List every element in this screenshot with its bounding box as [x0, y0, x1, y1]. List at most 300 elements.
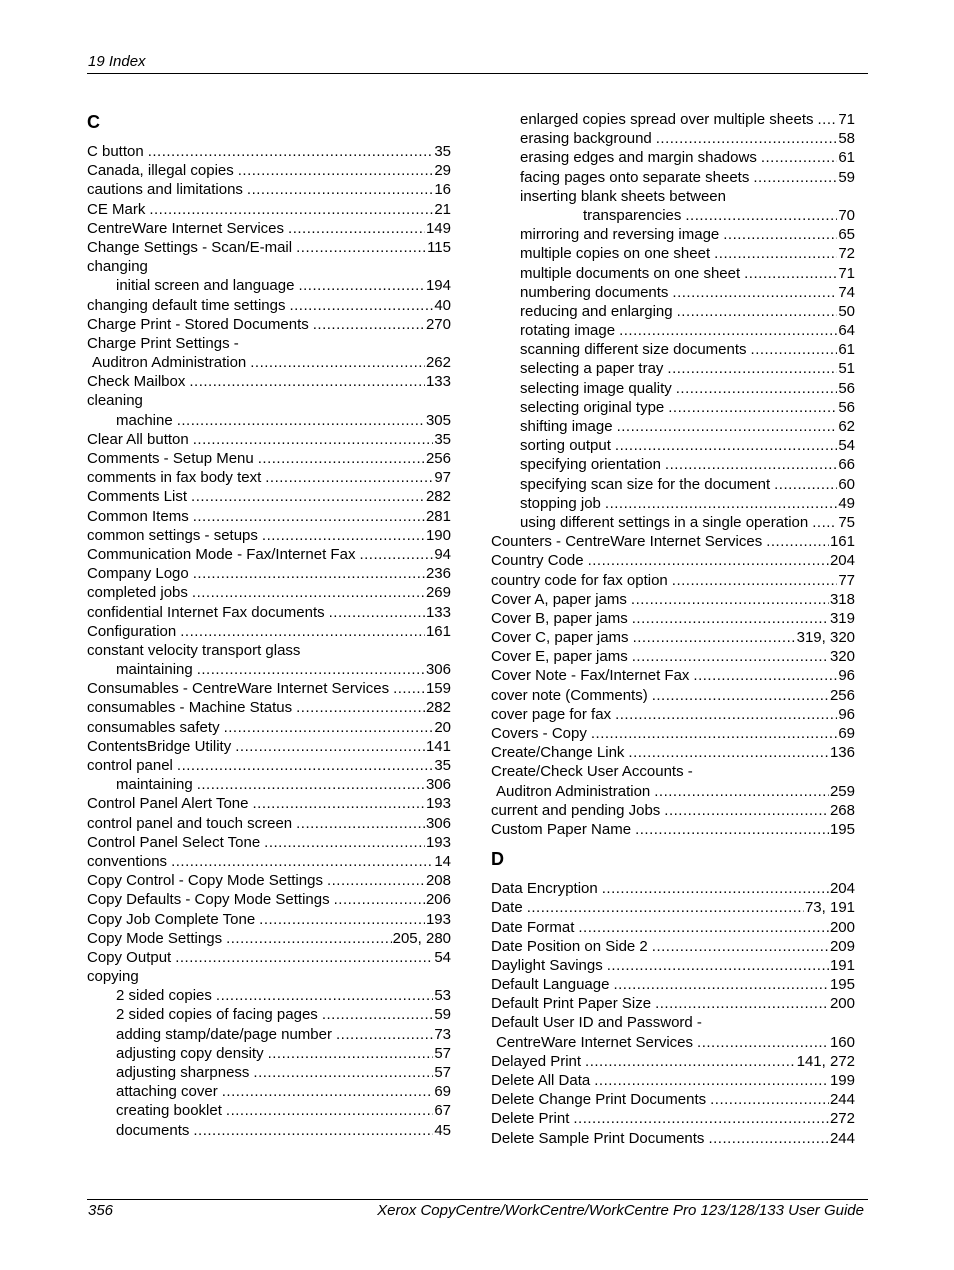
index-entry-label: Communication Mode - Fax/Internet Fax: [87, 545, 356, 563]
index-entry: [87, 871, 451, 890]
index-entry-page: 20: [434, 718, 451, 736]
index-entry: [87, 372, 451, 391]
index-entry-label: transparencies: [583, 206, 682, 224]
index-entry-page: 244: [829, 1129, 855, 1147]
index-entry-label: Control Panel Alert Tone: [87, 795, 249, 813]
index-entry-label: multiple documents on one sheet: [520, 264, 741, 282]
index-entry-label: Delete Sample Print Documents: [491, 1129, 705, 1147]
index-entry: [491, 206, 855, 225]
running-header: 19 Index: [88, 53, 146, 70]
index-entry-label: changing: [87, 258, 148, 276]
index-entry: [87, 890, 451, 909]
index-entry-label: specifying orientation: [520, 456, 661, 474]
index-entry-page: 54: [838, 437, 855, 455]
index-entry-page: 54: [434, 948, 451, 966]
index-entry: [87, 833, 451, 852]
index-entry-page: 195: [829, 976, 855, 994]
dot-leader: [238, 161, 434, 180]
index-entry-label: Company Logo: [87, 565, 189, 583]
index-entry-label: Custom Paper Name: [491, 820, 632, 838]
index-entry-label: Control Panel Select Tone: [87, 833, 261, 851]
index-entry-label: Copy Job Complete Tone: [87, 910, 256, 928]
dot-leader: [723, 225, 837, 244]
index-entry-page: 35: [434, 430, 451, 448]
dot-leader: [652, 937, 829, 956]
dot-leader: [668, 398, 837, 417]
index-entry-page: 306: [425, 661, 451, 679]
index-entry: [87, 526, 451, 545]
footer-rule: [87, 1199, 868, 1200]
index-entry-page: 60: [838, 475, 855, 493]
index-entry-label: Auditron Administration: [92, 354, 247, 372]
index-entry: [491, 705, 855, 724]
dot-leader: [605, 494, 837, 513]
dot-leader: [216, 986, 433, 1005]
dot-leader: [359, 545, 433, 564]
index-entry-page: 318: [829, 590, 855, 608]
index-entry: [491, 436, 855, 455]
index-entry-page: 58: [838, 130, 855, 148]
index-entry-page: 256: [829, 686, 855, 704]
index-entry-page: 59: [434, 1006, 451, 1024]
index-entry-page: 268: [829, 801, 855, 819]
index-entry: [87, 910, 451, 929]
index-entry-page: 75: [838, 513, 855, 531]
dot-leader: [615, 436, 837, 455]
index-entry-label: cover note (Comments): [491, 686, 648, 704]
dot-leader: [766, 532, 829, 551]
index-entry-page: 21: [434, 200, 451, 218]
header-rule: [87, 73, 868, 74]
index-entry-label: Cover Note - Fax/Internet Fax: [491, 667, 690, 685]
dot-leader: [751, 340, 838, 359]
index-entry: [491, 283, 855, 302]
dot-leader: [262, 526, 425, 545]
index-entry: [491, 359, 855, 378]
index-entry-label: adjusting copy density: [116, 1044, 264, 1062]
index-entry-page: 269: [425, 584, 451, 602]
dot-leader: [761, 148, 837, 167]
index-entry: [87, 353, 451, 372]
dot-leader: [591, 724, 837, 743]
index-entry-label: changing default time settings: [87, 296, 286, 314]
index-entry-label: common settings - setups: [87, 526, 258, 544]
index-entry-label: conventions: [87, 852, 168, 870]
dot-leader: [607, 956, 829, 975]
dot-leader: [288, 219, 425, 238]
section-letter-c: C: [87, 112, 100, 132]
dot-leader: [602, 879, 829, 898]
dot-leader: [226, 1101, 433, 1120]
index-entry-page: 206: [425, 891, 451, 909]
index-list-right-c: [491, 110, 855, 839]
index-entry-label: comments in fax body text: [87, 469, 262, 487]
index-entry-page: 200: [829, 918, 855, 936]
index-entry: [491, 1013, 855, 1032]
index-entry-label: erasing background: [520, 130, 652, 148]
index-entry-page: 69: [838, 725, 855, 742]
index-entry: [87, 660, 451, 679]
index-entry-label: 2 sided copies: [116, 987, 212, 1005]
index-entry: [491, 398, 855, 417]
index-entry-label: CentreWare Internet Services: [496, 1033, 694, 1051]
index-entry-page: 62: [838, 418, 855, 435]
index-entry: [87, 814, 451, 833]
index-entry-label: maintaining: [116, 776, 193, 794]
dot-leader: [177, 756, 433, 775]
index-entry: [491, 1033, 855, 1052]
index-column-right: [491, 110, 855, 1148]
index-entry-page: 72: [838, 245, 855, 263]
dot-leader: [613, 975, 829, 994]
index-entry-page: 244: [829, 1091, 855, 1109]
index-entry-page: 73, 191: [804, 899, 855, 917]
index-entry-label: completed jobs: [87, 584, 188, 602]
index-entry-label: C button: [87, 143, 144, 160]
dot-leader: [193, 564, 425, 583]
dot-leader: [329, 603, 425, 622]
dot-leader: [665, 455, 837, 474]
index-entry-label: 2 sided copies of facing pages: [116, 1006, 318, 1024]
index-entry-label: country code for fax option: [491, 571, 668, 589]
index-entry-label: Cover B, paper jams: [491, 609, 628, 627]
dot-leader: [193, 507, 425, 526]
index-entry: [87, 296, 451, 315]
index-entry-page: 71: [838, 264, 855, 282]
index-entry-label: adding stamp/date/page number: [116, 1025, 332, 1043]
dot-leader: [197, 775, 425, 794]
index-entry-label: consumables - Machine Status: [87, 699, 293, 717]
index-entry-page: 61: [838, 149, 855, 167]
index-entry: [491, 264, 855, 283]
index-entry-page: 97: [434, 469, 451, 487]
index-entry-page: 69: [434, 1083, 451, 1101]
index-entry: [87, 1044, 451, 1063]
index-entry-label: Comments - Setup Menu: [87, 450, 254, 467]
index-entry: [491, 975, 855, 994]
index-entry-page: 262: [425, 354, 451, 372]
dot-leader: [685, 206, 837, 225]
index-entry-page: 306: [425, 776, 451, 794]
dot-leader: [197, 660, 425, 679]
index-entry: [491, 302, 855, 321]
index-entry-label: selecting image quality: [520, 379, 672, 397]
index-entry-page: 96: [838, 667, 855, 685]
index-entry: [491, 918, 855, 937]
index-entry-label: selecting original type: [520, 398, 665, 416]
dot-leader: [632, 609, 829, 628]
index-entry: [87, 583, 451, 602]
index-entry: [87, 967, 451, 986]
dot-leader: [193, 430, 434, 449]
index-entry-label: control panel and touch screen: [87, 814, 293, 832]
index-entry: [87, 161, 451, 180]
index-entry-page: 282: [425, 699, 451, 717]
index-entry-label: multiple copies on one sheet: [520, 245, 711, 263]
index-entry: [491, 187, 855, 206]
dot-leader: [677, 302, 838, 321]
index-entry-page: 141, 272: [796, 1052, 855, 1070]
index-entry-label: sorting output: [520, 437, 611, 455]
index-entry-label: adjusting sharpness: [116, 1064, 250, 1081]
index-entry: [87, 1063, 451, 1082]
dot-leader: [631, 590, 829, 609]
index-entry: [491, 1071, 855, 1090]
dot-leader: [296, 238, 426, 257]
index-entry: [87, 1005, 451, 1024]
index-entry-label: cautions and limitations: [87, 181, 243, 199]
dot-leader: [664, 801, 829, 820]
index-entry-label: Covers - Copy: [491, 725, 587, 742]
index-entry: [491, 494, 855, 513]
dot-leader: [818, 110, 838, 129]
index-entry: [87, 545, 451, 564]
dot-leader: [191, 487, 425, 506]
index-entry: [491, 879, 855, 898]
index-entry: [491, 666, 855, 685]
dot-leader: [628, 743, 829, 762]
dot-leader: [259, 910, 425, 929]
index-entry-page: 40: [434, 296, 451, 314]
dot-leader: [192, 583, 425, 602]
dot-leader: [672, 571, 838, 590]
index-entry-page: 319: [829, 609, 855, 627]
index-entry-page: 96: [838, 705, 855, 723]
index-entry-page: 133: [425, 603, 451, 621]
dot-leader: [615, 705, 837, 724]
dot-leader: [710, 1090, 829, 1109]
index-entry-page: 115: [427, 238, 451, 256]
index-entry: [491, 820, 855, 839]
index-entry-label: stopping job: [520, 494, 601, 512]
dot-leader: [247, 180, 433, 199]
index-list-right-d: [491, 879, 855, 1148]
dot-leader: [635, 820, 829, 839]
index-entry: [87, 315, 451, 334]
index-entry-label: cover page for fax: [491, 705, 612, 723]
index-entry-label: scanning different size documents: [520, 341, 747, 359]
index-entry: [491, 244, 855, 263]
index-entry: [87, 1025, 451, 1044]
dot-leader: [588, 551, 829, 570]
index-entry: [491, 743, 855, 762]
index-entry: [491, 475, 855, 494]
index-entry-page: 57: [434, 1044, 451, 1062]
index-entry-label: numbering documents: [520, 283, 669, 301]
index-entry-page: 94: [434, 545, 451, 563]
index-entry-page: 159: [425, 680, 451, 698]
index-entry: [87, 430, 451, 449]
index-entry: [87, 564, 451, 583]
index-entry-page: 50: [838, 302, 855, 320]
dot-leader: [177, 411, 425, 430]
index-entry-page: 204: [829, 552, 855, 570]
index-entry: [491, 801, 855, 820]
dot-leader: [667, 359, 837, 378]
index-entry-label: Clear All button: [87, 430, 189, 448]
index-entry-label: using different settings in a single operation: [520, 513, 809, 531]
index-entry: [87, 276, 451, 295]
index-entry-label: cleaning: [87, 392, 143, 410]
index-entry: [491, 110, 855, 129]
index-entry: [87, 852, 451, 871]
index-entry: [87, 986, 451, 1005]
dot-leader: [676, 379, 838, 398]
index-entry: [87, 698, 451, 717]
index-entry-label: Check Mailbox: [87, 373, 186, 391]
index-entry-label: inserting blank sheets between: [520, 187, 726, 205]
dot-leader: [334, 890, 425, 909]
index-entry: [491, 1109, 855, 1128]
index-entry: [87, 238, 451, 257]
dot-leader: [298, 276, 425, 295]
index-entry-page: 56: [838, 379, 855, 397]
dot-leader: [585, 1052, 796, 1071]
index-entry-page: 236: [425, 565, 451, 583]
index-entry-page: 259: [829, 782, 855, 800]
index-entry: [491, 686, 855, 705]
dot-leader: [175, 948, 433, 967]
index-entry-page: 204: [829, 880, 855, 898]
index-entry-label: attaching cover: [116, 1083, 218, 1101]
index-entry: [491, 590, 855, 609]
index-entry-label: Copy Mode Settings: [87, 929, 223, 947]
dot-leader: [265, 468, 433, 487]
dot-leader: [619, 321, 837, 340]
dot-leader: [527, 898, 804, 917]
index-entry: [87, 679, 451, 698]
index-entry-page: 141: [425, 737, 451, 755]
index-entry: [87, 756, 451, 775]
index-entry-page: 29: [434, 162, 451, 180]
dot-leader: [222, 1082, 434, 1101]
index-entry: [87, 468, 451, 487]
index-entry-label: confidential Internet Fax documents: [87, 603, 325, 621]
index-entry-page: 193: [425, 910, 451, 928]
dot-leader: [633, 628, 796, 647]
index-entry-page: 65: [838, 226, 855, 244]
index-entry-label: creating booklet: [116, 1102, 222, 1120]
index-entry: [87, 200, 451, 219]
index-entry-page: 71: [838, 111, 855, 128]
index-entry-label: Date Position on Side 2: [491, 937, 648, 955]
index-entry-page: 319, 320: [796, 629, 855, 647]
index-entry-label: Data Encryption: [491, 880, 598, 898]
index-entry: [87, 603, 451, 622]
index-entry: [491, 129, 855, 148]
index-entry: [491, 609, 855, 628]
index-entry-page: 53: [434, 987, 451, 1005]
index-entry-label: Comments List: [87, 488, 188, 506]
index-list-left: [87, 142, 451, 1140]
dot-leader: [327, 871, 425, 890]
index-entry: [491, 937, 855, 956]
index-entry: [491, 898, 855, 917]
index-entry: [491, 571, 855, 590]
index-entry-label: Cover A, paper jams: [491, 590, 627, 608]
index-entry-label: Default Print Paper Size: [491, 995, 652, 1013]
index-entry: [87, 180, 451, 199]
dot-leader: [180, 622, 425, 641]
index-entry-page: 70: [838, 206, 855, 224]
index-entry: [491, 417, 855, 436]
index-entry-label: Canada, illegal copies: [87, 162, 234, 180]
index-entry-label: Copy Control - Copy Mode Settings: [87, 872, 323, 890]
index-entry-label: documents: [116, 1121, 190, 1139]
index-entry: [87, 487, 451, 506]
dot-leader: [812, 513, 837, 532]
index-entry: [87, 775, 451, 794]
index-entry: [87, 622, 451, 641]
dot-leader: [774, 475, 837, 494]
index-entry-page: 256: [425, 450, 451, 467]
index-entry-label: Charge Print Settings -: [87, 334, 239, 352]
index-entry-label: erasing edges and margin shadows: [520, 149, 757, 167]
index-entry: [491, 168, 855, 187]
index-entry-page: 282: [425, 488, 451, 506]
index-entry-label: CE Mark: [87, 200, 146, 218]
index-entry-page: 193: [425, 795, 451, 813]
index-entry-label: Create/Change Link: [491, 744, 625, 762]
index-entry-label: facing pages onto separate sheets: [520, 168, 750, 186]
dot-leader: [753, 168, 837, 187]
index-entry: [491, 1090, 855, 1109]
index-entry-label: Cover C, paper jams: [491, 629, 629, 647]
index-entry: [87, 641, 451, 660]
dot-leader: [617, 417, 838, 436]
index-entry-page: 270: [425, 315, 451, 333]
index-entry-page: 281: [425, 507, 451, 525]
index-entry: [87, 737, 451, 756]
index-entry-label: shifting image: [520, 418, 613, 435]
dot-leader: [193, 1121, 433, 1140]
dot-leader: [289, 296, 433, 315]
index-column-left: [87, 110, 451, 1140]
index-entry-page: 56: [838, 398, 855, 416]
dot-leader: [714, 244, 837, 263]
index-entry-label: initial screen and language: [116, 277, 295, 295]
index-entry-page: 191: [829, 956, 855, 974]
index-entry-label: constant velocity transport glass: [87, 641, 301, 659]
index-entry: [491, 1052, 855, 1071]
index-entry-label: Create/Check User Accounts -: [491, 763, 693, 781]
index-entry-page: 66: [838, 456, 855, 474]
index-entry-label: machine: [116, 411, 173, 429]
index-entry-label: Default Language: [491, 976, 610, 994]
index-entry-label: maintaining: [116, 661, 193, 679]
index-entry-label: reducing and enlarging: [520, 302, 673, 320]
index-entry-page: 16: [434, 181, 451, 199]
dot-leader: [652, 686, 829, 705]
index-entry-page: 190: [425, 526, 451, 544]
index-entry: [491, 148, 855, 167]
index-entry: [87, 449, 451, 468]
dot-leader: [148, 142, 434, 161]
index-entry: [87, 1082, 451, 1101]
index-entry: [491, 551, 855, 570]
index-entry-page: 194: [425, 277, 451, 295]
dot-leader: [322, 1005, 434, 1024]
index-entry-page: 320: [829, 648, 855, 666]
index-entry: [87, 411, 451, 430]
index-entry-page: 160: [829, 1033, 855, 1051]
index-entry-label: Date: [491, 899, 523, 917]
index-entry-page: 59: [838, 168, 855, 186]
index-entry: [491, 1129, 855, 1148]
index-entry-label: rotating image: [520, 322, 616, 340]
index-entry: [87, 718, 451, 737]
dot-leader: [189, 372, 425, 391]
